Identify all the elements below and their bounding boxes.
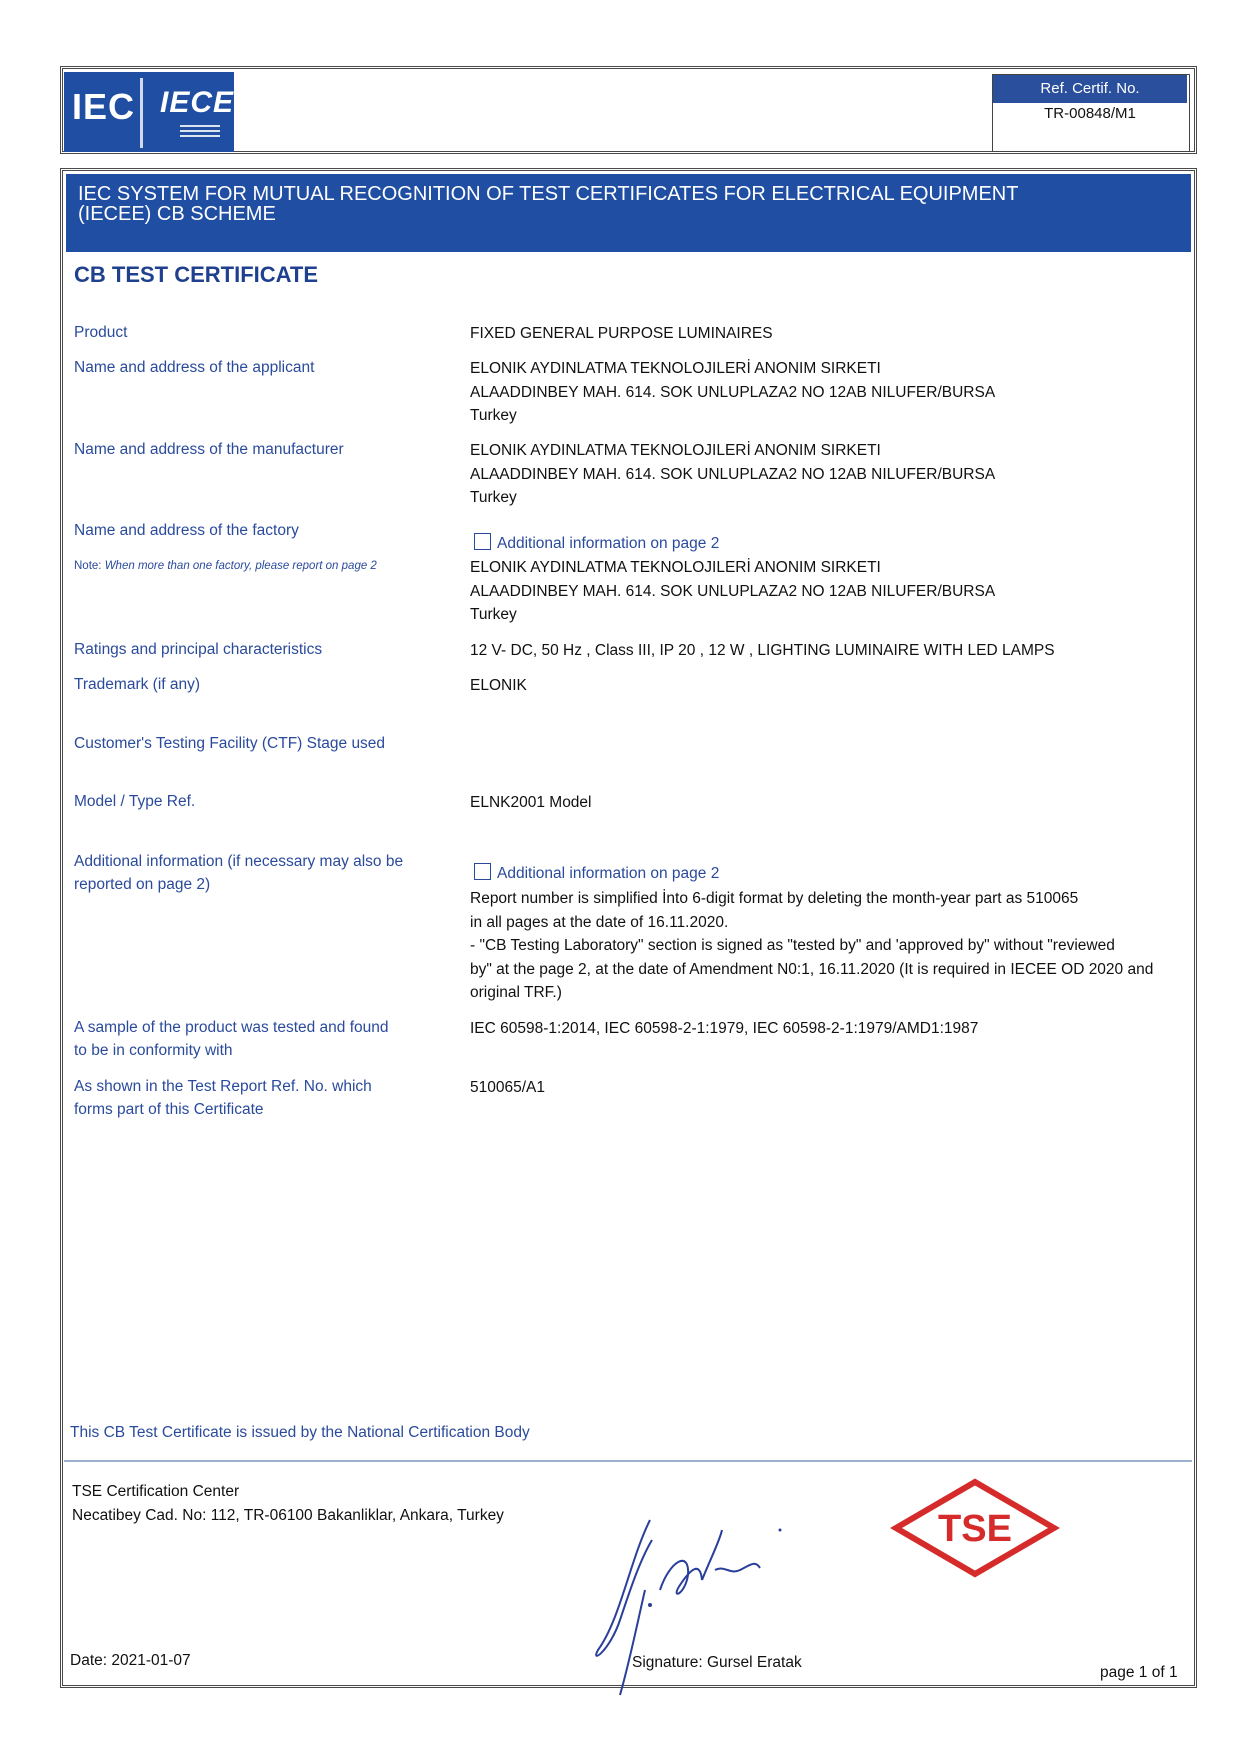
tse-logo-text: TSE (938, 1508, 1012, 1550)
additional-info-line: original TRF.) (470, 984, 562, 1001)
factory-address (470, 556, 995, 627)
product-value: FIXED GENERAL PURPOSE LUMINAIRES (470, 325, 773, 342)
additional-info-checkbox-label: Additional information on page 2 (497, 865, 720, 882)
conformity-label-line: A sample of the product was tested and found (74, 1019, 389, 1036)
issue-date: Date: 2021-01-07 (70, 1652, 191, 1669)
applicant-line: ELONIK AYDINLATMA TEKNOLOJILERİ ANONIM SIRKETI (470, 360, 881, 377)
applicant-address (470, 357, 995, 428)
factory-note (74, 560, 377, 572)
additional-label-line: reported on page 2) (74, 876, 211, 893)
additional-info-checkbox[interactable] (474, 863, 491, 880)
conformity-standards: IEC 60598-1:2014, IEC 60598-2-1:1979, IEC 60598-2-1:1979/AMD1:1987 (470, 1020, 979, 1037)
additional-info-checkbox-row (474, 862, 719, 886)
additional-info-line: Report number is simplified İnto 6-digit format by deleting the month-year part as 510065 (470, 890, 1079, 907)
trademark-value: ELONIK (470, 677, 527, 694)
report-number: 510065/A1 (470, 1079, 545, 1096)
scheme-banner-text (78, 184, 1078, 224)
report-label-line: forms part of this Certificate (74, 1101, 264, 1118)
report-label (74, 1075, 372, 1121)
ref-certif-label: Ref. Certif. No. (993, 75, 1187, 103)
manufacturer-line: ELONIK AYDINLATMA TEKNOLOJILERİ ANONIM SIRKETI (470, 442, 881, 459)
logo-divider (140, 78, 143, 148)
factory-additional-checkbox[interactable] (474, 533, 491, 550)
handwritten-signature (590, 1500, 830, 1710)
logo-lines-icon (180, 125, 220, 139)
manufacturer-address (470, 439, 995, 510)
manufacturer-line: Turkey (470, 489, 517, 506)
signature-label: Signature: Gursel Eratak (632, 1654, 802, 1671)
ratings-value: 12 V- DC, 50 Hz , Class III, IP 20 , 12 W , LIGHTING LUMINAIRE WITH LED LAMPS (470, 642, 1055, 659)
certification-body-address: Necatibey Cad. No: 112, TR-06100 Bakanliklar, Ankara, Turkey (72, 1507, 504, 1524)
additional-info-text (470, 887, 1190, 1005)
certificate-title: CB TEST CERTIFICATE (74, 262, 319, 287)
factory-additional-label: Additional information on page 2 (497, 535, 720, 552)
product-label: Product (74, 324, 128, 341)
report-label-line: As shown in the Test Report Ref. No. which (74, 1078, 372, 1095)
tse-logo (890, 1478, 1060, 1578)
conformity-label-line: to be in conformity with (74, 1042, 233, 1059)
footer-divider (64, 1460, 1192, 1462)
factory-label: Name and address of the factory (74, 522, 299, 539)
ctf-label: Customer's Testing Facility (CTF) Stage used (74, 735, 386, 752)
banner-line-2: (IECEE) CB SCHEME (78, 203, 276, 225)
applicant-label: Name and address of the applicant (74, 359, 315, 376)
model-value: ELNK2001 Model (470, 794, 592, 811)
certification-body (72, 1480, 504, 1528)
additional-info-line: in all pages at the date of 16.11.2020. (470, 913, 729, 931)
applicant-line: ALAADDINBEY MAH. 614. SOK UNLUPLAZA2 NO 12AB NILUFER/BURSA (470, 383, 996, 401)
factory-line: ALAADDINBEY MAH. 614. SOK UNLUPLAZA2 NO 12AB NILUFER/BURSA (470, 582, 996, 600)
factory-additional-info (474, 532, 719, 556)
factory-line: Turkey (470, 606, 517, 623)
ref-certif-number: TR-00848/M1 (1044, 105, 1136, 122)
model-label: Model / Type Ref. (74, 793, 196, 810)
additional-label-line: Additional information (if necessary may also be (74, 853, 404, 870)
additional-info-line: by" at the page 2, at the date of Amendment N0:1, 16.11.2020 (It is required in IECEE OD 2020 and (470, 960, 1154, 978)
factory-line: ELONIK AYDINLATMA TEKNOLOJILERİ ANONIM SIRKETI (470, 559, 881, 576)
factory-note-text: When more than one factory, please report on page 2 (104, 560, 377, 572)
additional-info-line: - "CB Testing Laboratory" section is signed as "tested by" and 'approved by" without "reviewed (470, 937, 1115, 954)
manufacturer-line: ALAADDINBEY MAH. 614. SOK UNLUPLAZA2 NO 12AB NILUFER/BURSA (470, 465, 996, 483)
conformity-label (74, 1016, 389, 1062)
additional-label (74, 850, 403, 896)
trademark-label: Trademark (if any) (74, 676, 201, 693)
page-number: page 1 of 1 (1100, 1664, 1178, 1681)
iecee-logo-text: IECEE (160, 86, 256, 119)
issued-by-statement: This CB Test Certificate is issued by the National Certification Body (70, 1424, 530, 1441)
iec-logo-text: IEC (72, 86, 136, 127)
ratings-label: Ratings and principal characteristics (74, 641, 323, 658)
manufacturer-label: Name and address of the manufacturer (74, 441, 344, 458)
applicant-line: Turkey (470, 407, 517, 424)
factory-note-prefix: Note: (74, 560, 102, 572)
certification-body-name: TSE Certification Center (72, 1483, 240, 1500)
banner-line-1: IEC SYSTEM FOR MUTUAL RECOGNITION OF TEST CERTIFICATES FOR ELECTRICAL EQUIPMENT (78, 183, 1019, 205)
